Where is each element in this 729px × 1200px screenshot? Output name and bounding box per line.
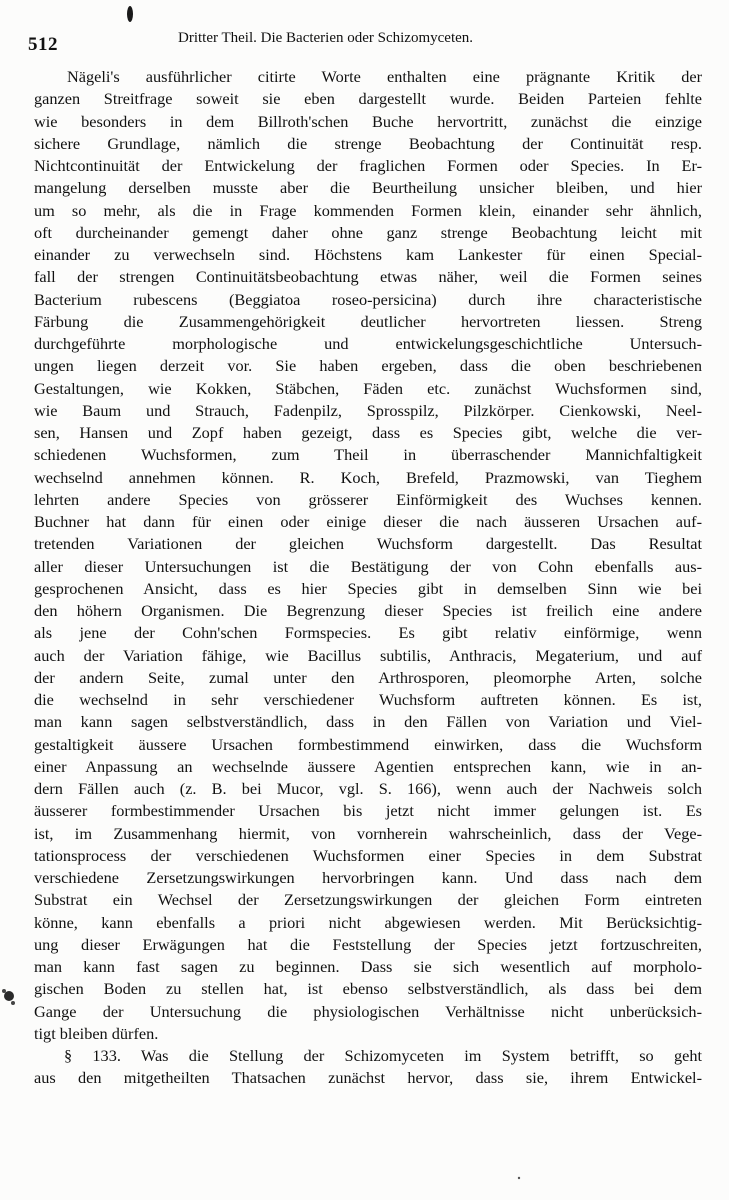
text-line: gesprochenen Ansicht, dass es hier Species gibt in demselben Sinn wie bei [34,578,702,598]
text-line: wie Baum und Strauch, Fadenpilz, Sprosspilz, Pilzkörper. Cienkowski, Neel- [34,400,702,420]
text-line: der andern Seite, zumal unter den Arthrosporen, pleomorphe Arten, solche [34,667,702,687]
text-line: mangelung derselben musste aber die Beurtheilung unsicher bleiben, und hier [34,178,702,198]
text-line: durchgeführte morphologische und entwickelungsgeschichtliche Untersuch- [34,334,702,353]
ink-speck [518,1177,520,1179]
running-head: Dritter Theil. Die Bacterien oder Schizomyceten. [178,30,474,46]
text-line: Nägeli's ausführlicher citirte Worte enthalten eine prägnante Kritik der [67,67,702,86]
text-line: einander zu verwechseln sind. Höchstens kam Lankester für einen Special- [34,245,702,264]
section-start-line: § 133. Was die Stellung der Schizomyceten im System betrifft, so geht [64,1046,702,1065]
text-line: oft durcheinander gemengt daher ohne ganz strenge Beobachtung leicht mit [34,222,702,242]
text-line: ung dieser Erwägungen hat die Feststellung der Species jetzt fortzuschreiten, [34,934,702,954]
text-line: wie besonders in dem Billroth'schen Buche hervortritt, zunächst die einzige [34,111,702,131]
text-line: Gestaltungen, wie Kokken, Stäbchen, Fäden etc. zunächst Wuchsformen sind, [34,378,702,398]
text-line: aller dieser Untersuchungen ist die Bestätigung der von Cohn ebenfalls aus- [34,556,702,576]
text-line: äusserer formbestimmender Ursachen bis jetzt nicht immer gelungen ist. Es [34,801,702,821]
ink-speck [11,1001,15,1005]
text-line: sichere Grundlage, nämlich die strenge Beobachtung der Continuität resp. [34,133,702,153]
text-line: lehrten andere Species von grösserer Einförmigkeit des Wuchses kennen. [34,489,702,509]
text-line: Nichtcontinuität der Entwickelung der fraglichen Formen oder Species. In Er- [34,156,702,175]
text-line: man kann sagen selbstverständlich, dass in den Fällen von Variation und Viel- [34,712,702,732]
text-line: tigt bleiben dürfen. [34,1023,159,1043]
text-line: gischen Boden zu stellen hat, ist ebenso selbstverständlich, als dass bei dem [34,979,702,999]
text-line: wechselnd annehmen können. R. Koch, Brefeld, Prazmowski, van Tieghem [34,467,702,487]
text-line: man kann fast sagen zu beginnen. Dass sie sich wesentlich auf morpholo- [34,957,702,976]
text-line: aus den mitgetheilten Thatsachen zunächst hervor, dass sie, ihrem Entwickel- [34,1068,702,1088]
text-line: Gange der Untersuchung die physiologischen Verhältnisse nicht unberücksich- [34,1001,702,1021]
ink-speck [127,6,133,22]
text-line: ganzen Streitfrage soweit sie eben dargestellt wurde. Beiden Parteien fehlte [34,89,702,109]
text-line: auch der Variation fähige, wie Bacillus subtilis, Anthracis, Megaterium, und auf [34,645,702,665]
page-header [28,30,708,54]
text-line: die wechselnd in sehr verschiedener Wuchsform auftreten können. Es ist, [34,690,702,709]
text-line: Substrat ein Wechsel der Zersetzungswirkungen der gleichen Form eintreten [34,890,702,910]
text-line: verschiedene Zersetzungswirkungen hervorbringen kann. Und dass nach dem [34,868,702,887]
text-line: fall der strengen Continuitätsbeobachtung etwas näher, weil die Formen seines [34,267,702,287]
text-line: gestaltigkeit äussere Ursachen formbestimmend einwirken, dass die Wuchsform [34,734,702,754]
text-line: tationsprocess der verschiedenen Wuchsformen einer Species in dem Substrat [34,845,702,865]
text-line: schiedenen Wuchsformen, zum Theil in überraschender Mannichfaltigkeit [34,445,702,465]
text-line: ungen liegen derzeit vor. Sie haben ergeben, dass die oben beschriebenen [34,356,702,376]
text-line: Färbung die Zusammengehörigkeit deutlicher hervortreten liessen. Streng [34,311,702,331]
text-line: könne, kann ebenfalls a priori nicht abgewiesen werden. Mit Berücksichtig- [34,912,702,932]
text-line: ist, im Zusammenhang hiermit, von vornherein wahrscheinlich, dass der Vege- [34,823,702,843]
ink-speck [2,989,6,993]
text-line: sen, Hansen und Zopf haben gezeigt, dass es Species gibt, welche die ver- [34,423,702,442]
ink-speck [4,991,14,1001]
text-line: einer Anpassung an wechselnde äussere Agentien entsprechen kann, wie in an- [34,756,702,776]
text-line: um so mehr, als die in Frage kommenden Formen klein, einander sehr ähnlich, [34,200,702,220]
text-line: den höhern Organismen. Die Begrenzung dieser Species ist freilich eine andere [34,601,702,620]
text-line: tretenden Variationen der gleichen Wuchsform dargestellt. Das Resultat [34,534,702,554]
body-text [34,66,702,1090]
text-line: Bacterium rubescens (Beggiatoa roseo-persicina) durch ihre characteristische [34,289,702,309]
text-line: Buchner hat dann für einen oder einige dieser die nach äusseren Ursachen auf- [34,512,702,531]
text-line: als jene der Cohn'schen Formspecies. Es gibt relativ einförmige, wenn [34,623,702,643]
page-number: 512 [28,34,58,55]
text-line: dern Fällen auch (z. B. bei Mucor, vgl. S. 166), wenn auch der Nachweis solch [34,779,702,798]
